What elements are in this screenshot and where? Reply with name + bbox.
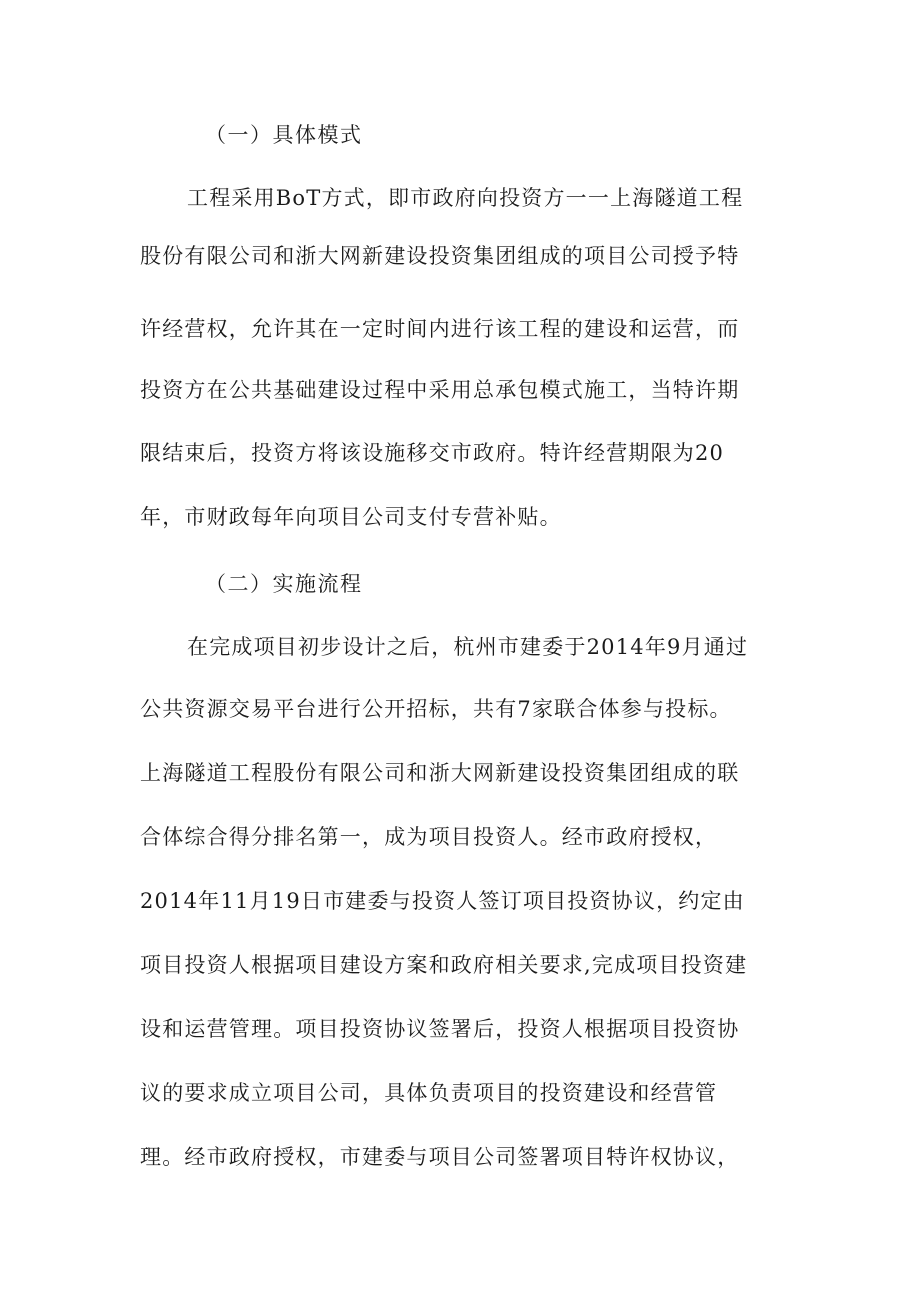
paragraph-line: 合体综合得分排名第一，成为项目投资人。经市政府授权， [140, 825, 718, 849]
paragraph-line: 上海隧道工程股份有限公司和浙大网新建设投资集团组成的联 [140, 761, 740, 785]
paragraph-line: 工程采用BoT方式，即市政府向投资方一一上海隧道工程 [187, 186, 744, 210]
paragraph-line: 股份有限公司和浙大网新建设投资集团组成的项目公司授予特 [140, 244, 740, 268]
paragraph-line: 在完成项目初步设计之后，杭州市建委于2014年9月通过 [187, 635, 749, 659]
paragraph-line: 设和运营管理。项目投资协议签署后，投资人根据项目投资协 [140, 1017, 740, 1041]
paragraph-line: 理。经市政府授权，市建委与项目公司签署项目特许权协议， [140, 1145, 740, 1169]
section-heading-implementation-process: （二）实施流程 [205, 572, 363, 596]
paragraph-line: 项目投资人根据项目建设方案和政府相关要求,完成项目投资建 [140, 953, 748, 977]
paragraph-line: 许经营权，允许其在一定时间内进行该工程的建设和运营，而 [140, 317, 740, 341]
paragraph-line: 限结束后，投资方将该设施移交市政府。特许经营期限为20 [140, 441, 725, 465]
section-heading-specific-mode: （一）具体模式 [205, 123, 363, 147]
paragraph-line: 公共资源交易平台进行公开招标，共有7家联合体参与投标。 [140, 697, 732, 721]
paragraph-line: 议的要求成立项目公司，具体负责项目的投资建设和经营管 [140, 1081, 718, 1105]
paragraph-line: 年，市财政每年向项目公司支付专营补贴。 [140, 505, 562, 529]
paragraph-line: 投资方在公共基础建设过程中采用总承包模式施工，当特许期 [140, 378, 740, 402]
paragraph-line: 2014年11月19日市建委与投资人签订项目投资协议，约定由 [140, 889, 745, 913]
